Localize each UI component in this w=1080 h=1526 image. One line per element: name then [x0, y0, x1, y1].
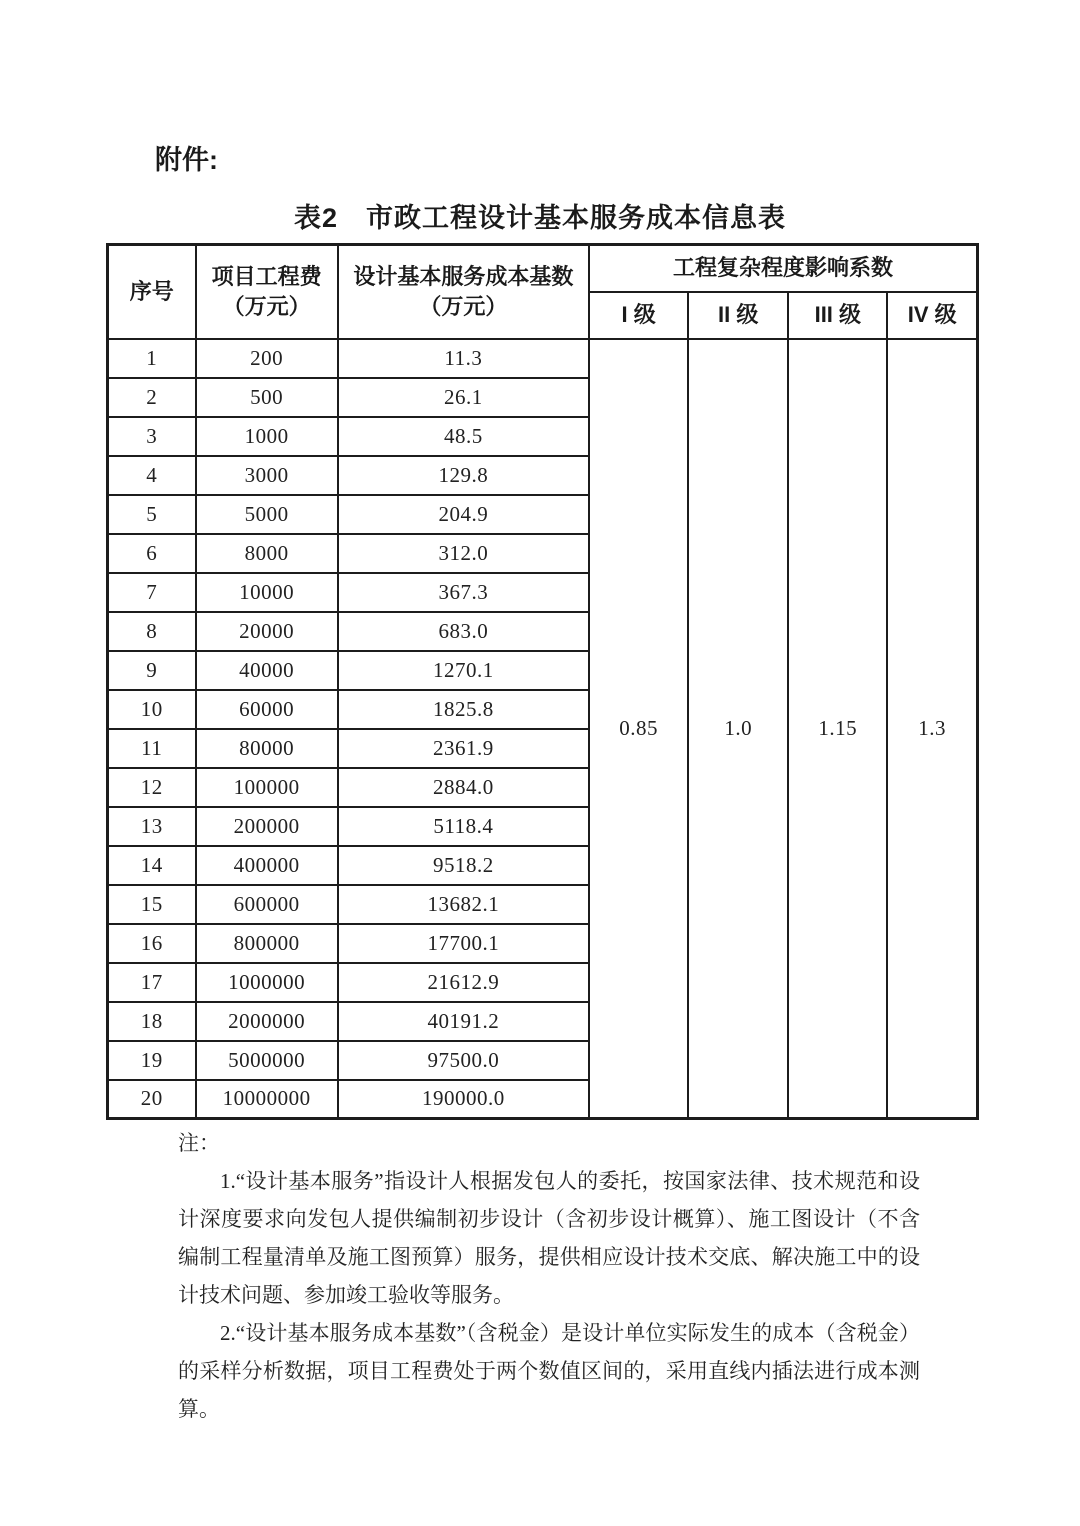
base-cost-cell: 48.5	[338, 417, 589, 456]
base-cost-cell: 2884.0	[338, 768, 589, 807]
base-cost-cell: 2361.9	[338, 729, 589, 768]
project-cost-cell: 10000000	[196, 1080, 338, 1119]
header-coeff-group	[589, 245, 977, 292]
table-row	[108, 339, 978, 378]
base-cost-cell: 129.8	[338, 456, 589, 495]
table-header	[108, 245, 978, 339]
project-cost-cell: 1000000	[196, 963, 338, 1002]
coefficient-cell-level-2: 1.0	[688, 339, 788, 1119]
base-cost-cell: 683.0	[338, 612, 589, 651]
row-no-cell: 11	[108, 729, 196, 768]
header-col-base-cost	[338, 245, 589, 339]
row-no-cell: 3	[108, 417, 196, 456]
note-item-1: 1.“设计基本服务”指设计人根据发包人的委托，按国家法律、技术规范和设计深度要求向发包人提供编制初步设计（含初步设计概算）、施工图设计（不含编制工程量清单及施工图预算）服务，提供相应设计技术交底、解决施工中的设计技术问题、参加竣工验收等服务。	[178, 1169, 920, 1307]
notes-section	[178, 1124, 920, 1428]
project-cost-cell: 3000	[196, 456, 338, 495]
row-no-cell: 16	[108, 924, 196, 963]
base-cost-cell: 11.3	[338, 339, 589, 378]
header-coeff-level-1: I 级	[589, 292, 688, 339]
header-coeff-level-2: II 级	[688, 292, 788, 339]
row-no-cell: 13	[108, 807, 196, 846]
attachment-label: 附件:	[155, 145, 218, 175]
row-no-cell: 1	[108, 339, 196, 378]
header-coeff-level-4: IV 级	[887, 292, 977, 339]
base-cost-cell: 1825.8	[338, 690, 589, 729]
base-cost-cell: 40191.2	[338, 1002, 589, 1041]
row-no-cell: 10	[108, 690, 196, 729]
note-item-2: 2.“设计基本服务成本基数”（含税金）是设计单位实际发生的成本（含税金）的采样分析数据，项目工程费处于两个数值区间的，采用直线内插法进行成本测算。	[178, 1321, 920, 1421]
project-cost-cell: 500	[196, 378, 338, 417]
header-coeff-level-3: III 级	[788, 292, 887, 339]
row-no-cell: 18	[108, 1002, 196, 1041]
header-col-project-cost-unit: （万元）	[222, 293, 311, 319]
row-no-cell: 6	[108, 534, 196, 573]
row-no-cell: 12	[108, 768, 196, 807]
project-cost-cell: 200	[196, 339, 338, 378]
header-col-project-cost	[196, 245, 338, 339]
base-cost-cell: 5118.4	[338, 807, 589, 846]
table-body	[108, 339, 978, 1119]
base-cost-cell: 1270.1	[338, 651, 589, 690]
coefficient-cell-level-4: 1.3	[887, 339, 977, 1119]
row-no-cell: 8	[108, 612, 196, 651]
base-cost-cell: 17700.1	[338, 924, 589, 963]
header-col-base-cost-label: 设计基本服务成本基数	[353, 264, 574, 290]
row-no-cell: 17	[108, 963, 196, 1002]
project-cost-cell: 1000	[196, 417, 338, 456]
row-no-cell: 9	[108, 651, 196, 690]
base-cost-cell: 312.0	[338, 534, 589, 573]
project-cost-cell: 5000000	[196, 1041, 338, 1080]
row-no-cell: 15	[108, 885, 196, 924]
coefficient-cell-level-1: 0.85	[589, 339, 688, 1119]
row-no-cell: 4	[108, 456, 196, 495]
row-no-cell: 2	[108, 378, 196, 417]
base-cost-cell: 367.3	[338, 573, 589, 612]
row-no-cell: 5	[108, 495, 196, 534]
project-cost-cell: 80000	[196, 729, 338, 768]
project-cost-cell: 8000	[196, 534, 338, 573]
page-title: 表2 市政工程设计基本服务成本信息表	[293, 203, 786, 233]
project-cost-cell: 800000	[196, 924, 338, 963]
header-col-no-label: 序号	[129, 278, 174, 304]
base-cost-cell: 26.1	[338, 378, 589, 417]
header-coeff-group-label: 工程复杂程度影响系数	[673, 255, 894, 281]
base-cost-cell: 97500.0	[338, 1041, 589, 1080]
row-no-cell: 14	[108, 846, 196, 885]
project-cost-cell: 100000	[196, 768, 338, 807]
header-col-project-cost-label: 项目工程费	[211, 264, 322, 290]
cost-info-table	[106, 243, 979, 1120]
project-cost-cell: 10000	[196, 573, 338, 612]
project-cost-cell: 200000	[196, 807, 338, 846]
base-cost-cell: 13682.1	[338, 885, 589, 924]
base-cost-cell: 9518.2	[338, 846, 589, 885]
base-cost-cell: 190000.0	[338, 1080, 589, 1119]
row-no-cell: 7	[108, 573, 196, 612]
base-cost-cell: 21612.9	[338, 963, 589, 1002]
project-cost-cell: 60000	[196, 690, 338, 729]
cost-table-wrapper	[106, 243, 979, 1120]
project-cost-cell: 40000	[196, 651, 338, 690]
header-col-base-cost-unit: （万元）	[419, 293, 508, 319]
project-cost-cell: 20000	[196, 612, 338, 651]
coefficient-cell-level-3: 1.15	[788, 339, 887, 1119]
project-cost-cell: 5000	[196, 495, 338, 534]
project-cost-cell: 600000	[196, 885, 338, 924]
project-cost-cell: 2000000	[196, 1002, 338, 1041]
notes-label: 注：	[178, 1131, 220, 1155]
header-col-no	[108, 245, 196, 339]
row-no-cell: 19	[108, 1041, 196, 1080]
project-cost-cell: 400000	[196, 846, 338, 885]
row-no-cell: 20	[108, 1080, 196, 1119]
base-cost-cell: 204.9	[338, 495, 589, 534]
